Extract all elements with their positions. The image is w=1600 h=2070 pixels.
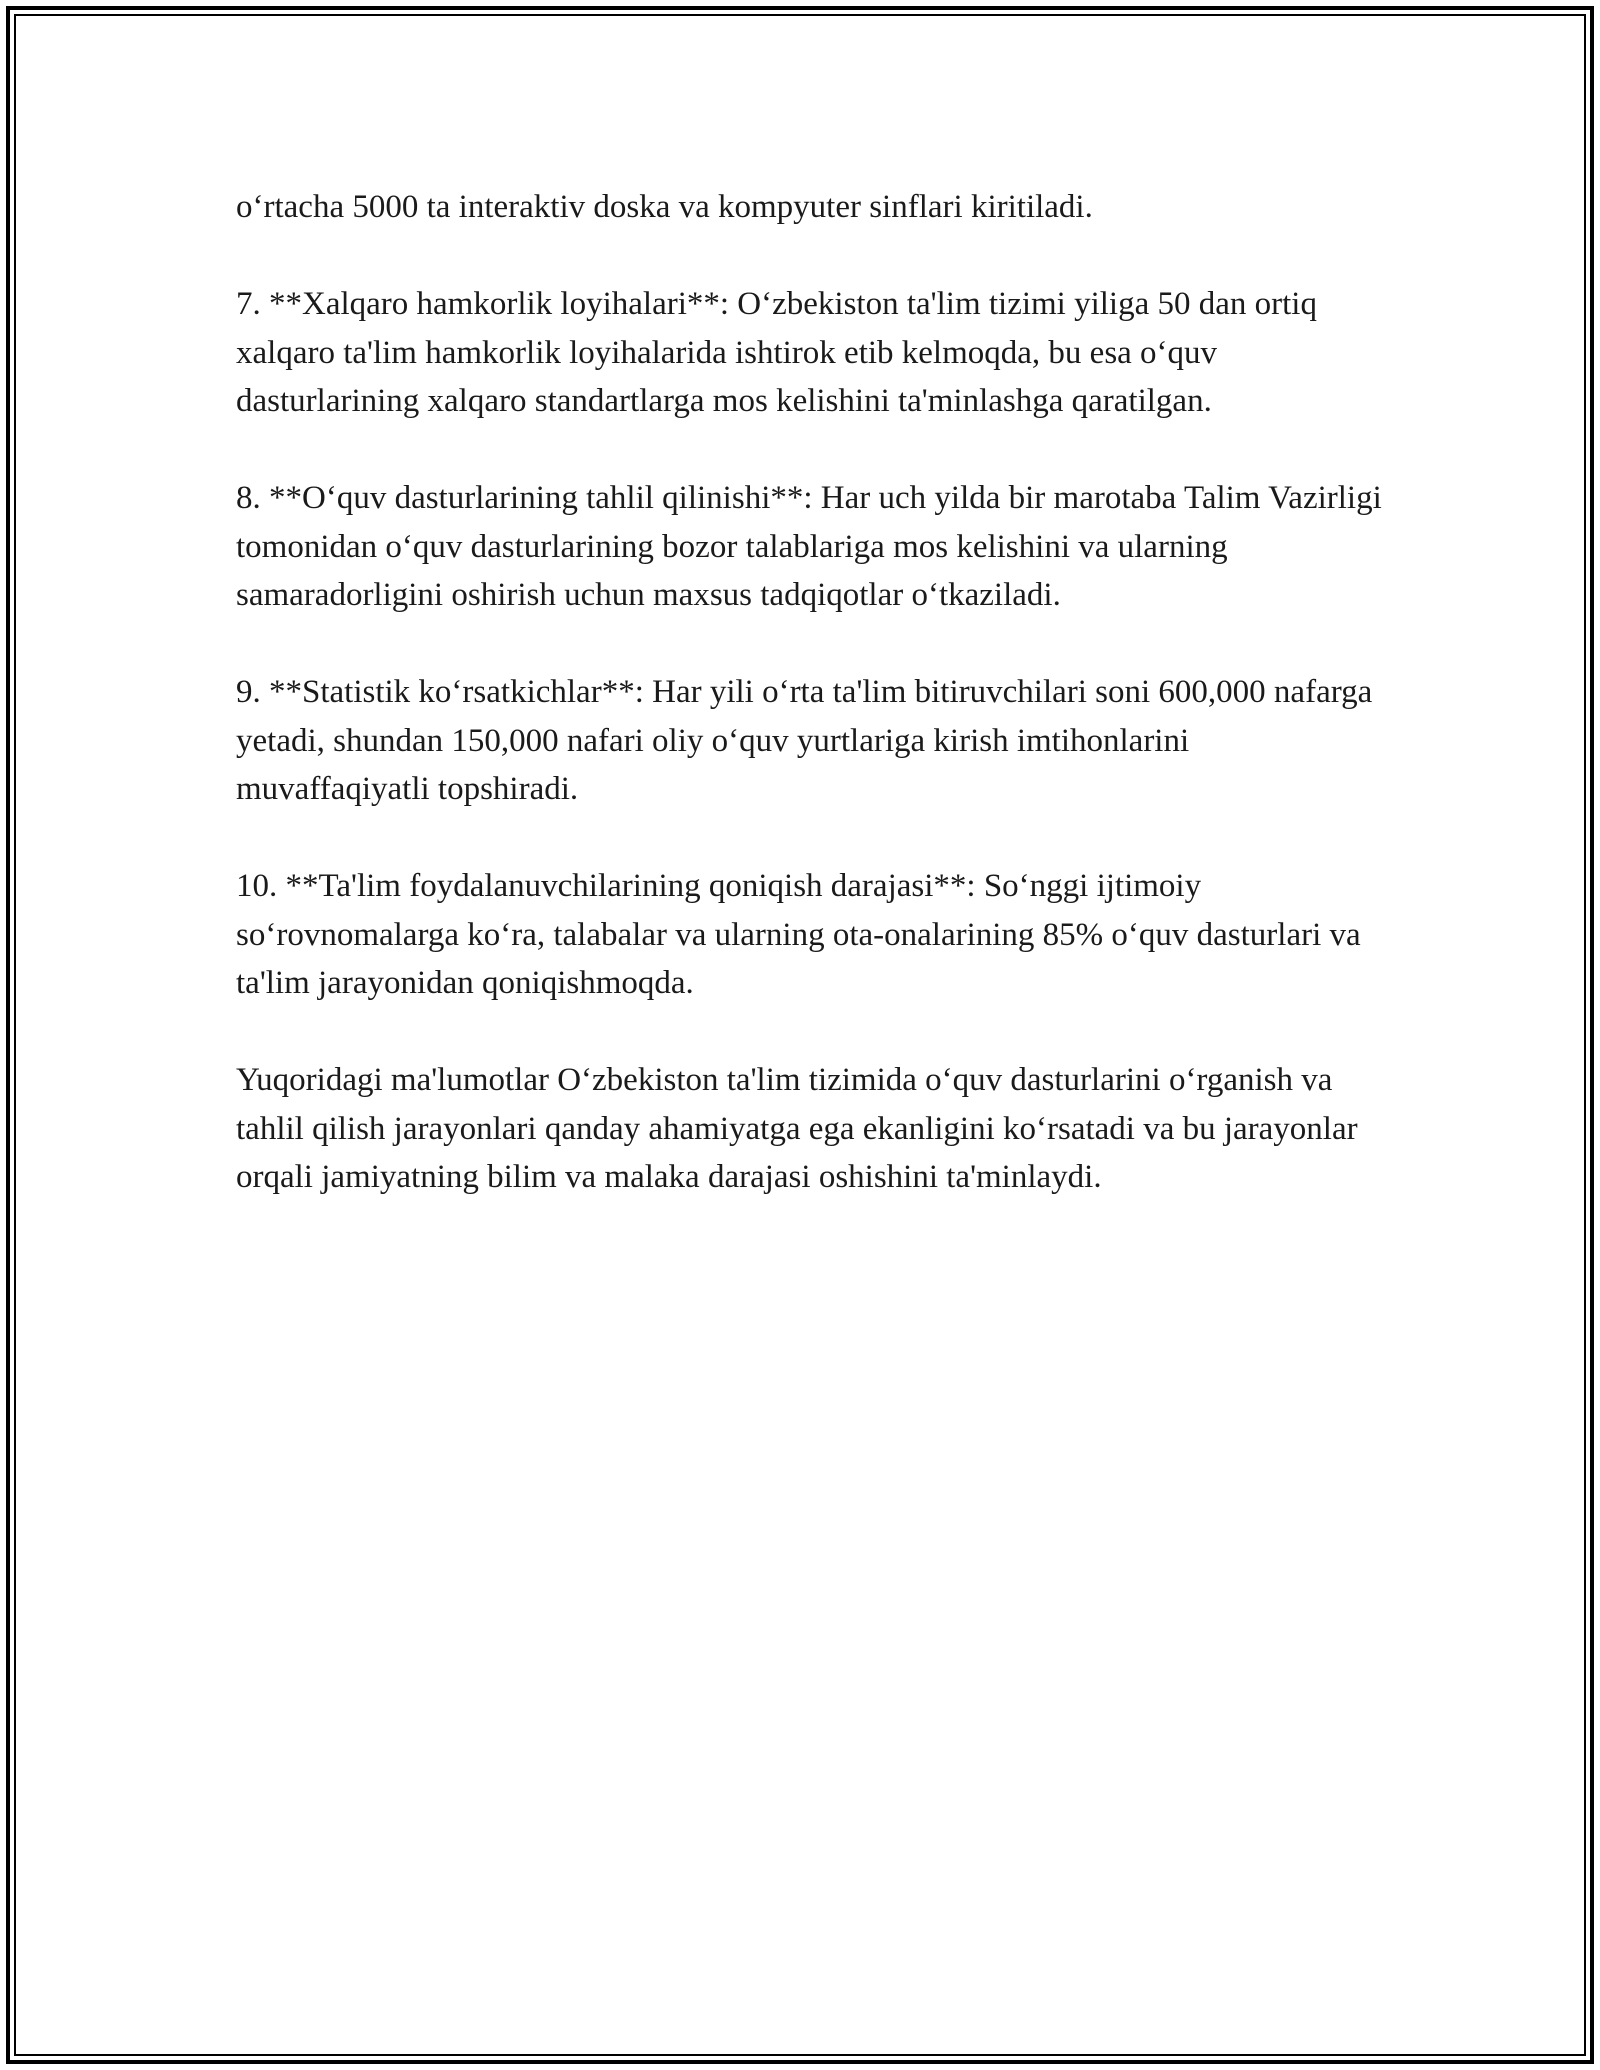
paragraph-conclusion: Yuqoridagi ma'lumotlar O‘zbekiston ta'lim tizimida o‘quv dasturlarini o‘rganish va tahlil qilish jarayonlari qanday ahamiyatga ega ekanligini ko‘rsatadi va bu jarayonlar orqali jamiyatning bilim va malaka darajasi oshishini ta'minlaydi.	[236, 1062, 1358, 1195]
document-body	[236, 183, 1386, 1250]
paragraph-item-10: 10. **Ta'lim foydalanuvchilarining qoniqish darajasi**: So‘nggi ijtimoiy so‘rovnomalarga ko‘ra, talabalar va ularning ota-onalarining 85% o‘quv dasturlari va ta'lim jarayonidan qoniqishmoqda.	[236, 868, 1361, 1001]
paragraph-continuation: o‘rtacha 5000 ta interaktiv doska va kompyuter sinflari kiritiladi.	[236, 189, 1093, 225]
paragraph-item-7: 7. **Xalqaro hamkorlik loyihalari**: O‘zbekiston ta'lim tizimi yiliga 50 dan ortiq xalqaro ta'lim hamkorlik loyihalarida ishtirok etib kelmoqda, bu esa o‘quv dasturlarining xalqaro standartlarga mos kelishini ta'minlashga qaratilgan.	[236, 286, 1317, 419]
paragraph-item-8: 8. **O‘quv dasturlarining tahlil qilinishi**: Har uch yilda bir marotaba Talim Vazirligi tomonidan o‘quv dasturlarining bozor talablariga mos kelishini va ularning samaradorligini oshirish uchun maxsus tadqiqotlar o‘tkaziladi.	[236, 480, 1382, 613]
paragraph-item-9: 9. **Statistik ko‘rsatkichlar**: Har yili o‘rta ta'lim bitiruvchilari soni 600,000 nafarga yetadi, shundan 150,000 nafari oliy o‘quv yurtlariga kirish imtihonlarini muvaffaqiyatli topshiradi.	[236, 674, 1373, 807]
